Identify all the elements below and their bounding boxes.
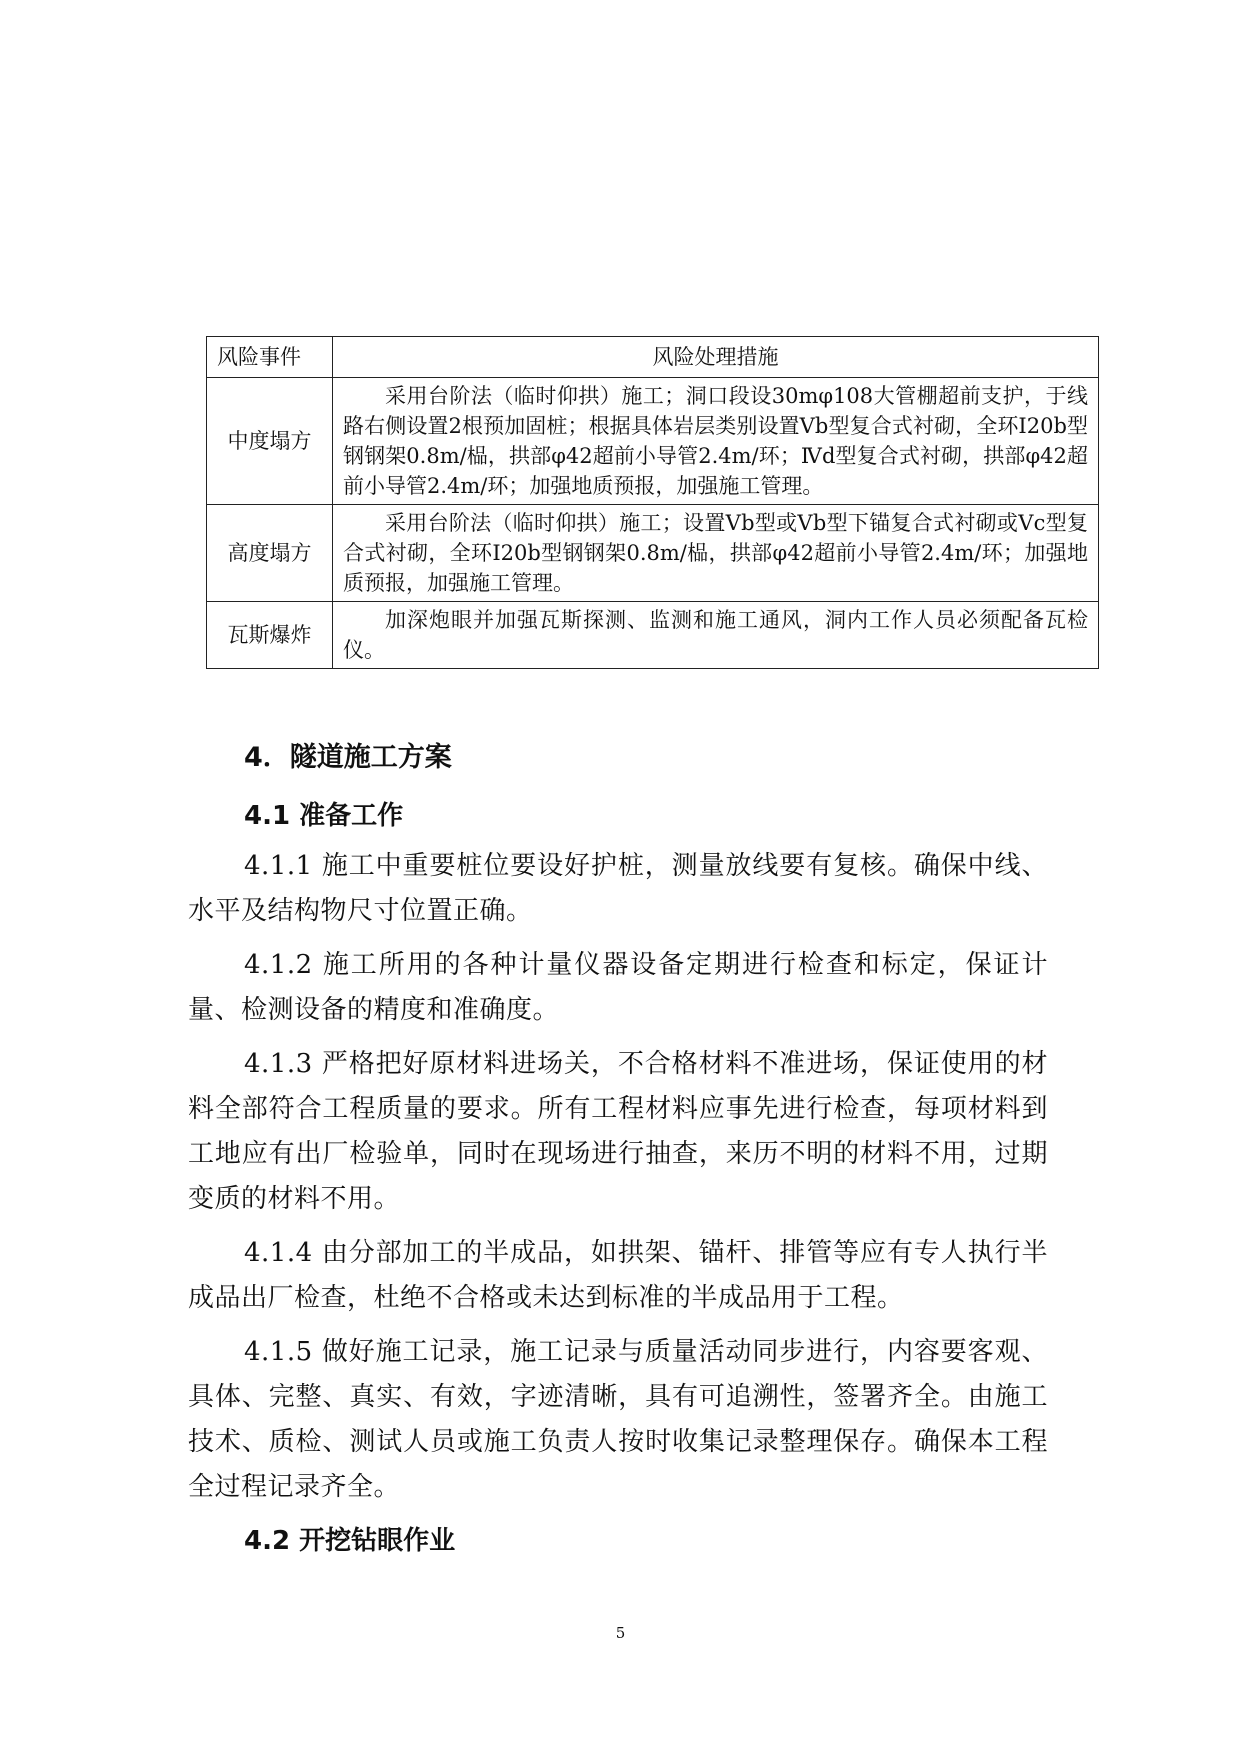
paragraph: 4.1.5 做好施工记录，施工记录与质量活动同步进行，内容要客观、具体、完整、真实、有效，字迹清晰，具有可追溯性，签署齐全。由施工技术、质检、测试人员或施工负责人按时收集记录整理保存。确保本工程全过程记录齐全。 [188,1337,1048,1502]
paragraph: 4.1.2 施工所用的各种计量仪器设备定期进行检查和标定，保证计量、检测设备的精度和准确度。 [188,950,1048,1025]
header-risk-event: 风险事件 [207,337,333,378]
risk-event-cell: 中度塌方 [207,378,333,505]
section-title: 4．隧道施工方案 [244,742,452,773]
risk-event-cell: 瓦斯爆炸 [207,602,333,669]
risk-event-cell: 高度塌方 [207,505,333,602]
paragraph: 4.1.3 严格把好原材料进场关，不合格材料不准进场，保证使用的材料全部符合工程质量的要求。所有工程材料应事先进行检查，每项材料到工地应有出厂检验单，同时在现场进行抽查，来历不明的材料不用，过期变质的材料不用。 [188,1049,1048,1214]
risk-measure-cell: 采用台阶法（临时仰拱）施工；洞口段设30mφ108大管棚超前支护，于线路右侧设置2根预加固桩；根据具体岩层类别设置Ⅴb型复合式衬砌，全环I20b型钢钢架0.8m/榀，拱部φ42超前小导管2.4m/环；Ⅳd型复合式衬砌，拱部φ42超前小导管2.4m/环；加强地质预报，加强施工管理。 [333,378,1099,505]
header-risk-measure: 风险处理措施 [333,337,1099,378]
table-row [207,602,1099,669]
risk-table [206,336,1099,669]
table-row [207,378,1099,505]
paragraph: 4.1.4 由分部加工的半成品，如拱架、锚杆、排管等应有专人执行半成品出厂检查，杜绝不合格或未达到标准的半成品用于工程。 [188,1238,1048,1313]
risk-measure-cell: 采用台阶法（临时仰拱）施工；设置Ⅴb型或Ⅴb型下锚复合式衬砌或Ⅴc型复合式衬砌，全环I20b型钢钢架0.8m/榀，拱部φ42超前小导管2.4m/环；加强地质预报，加强施工管理。 [333,505,1099,602]
subsection-title-prep: 4.1 准备工作 [244,801,404,831]
risk-measure-cell: 加深炮眼并加强瓦斯探测、监测和施工通风，洞内工作人员必须配备瓦检仪。 [333,602,1099,669]
subsection-title-excavation: 4.2 开挖钻眼作业 [244,1526,456,1556]
page-number: 5 [615,1624,626,1642]
document-body [188,736,1048,1569]
table-header-row [207,337,1099,378]
paragraph: 4.1.1 施工中重要桩位要设好护桩，测量放线要有复核。确保中线、水平及结构物尺寸位置正确。 [188,851,1048,926]
table-row [207,505,1099,602]
